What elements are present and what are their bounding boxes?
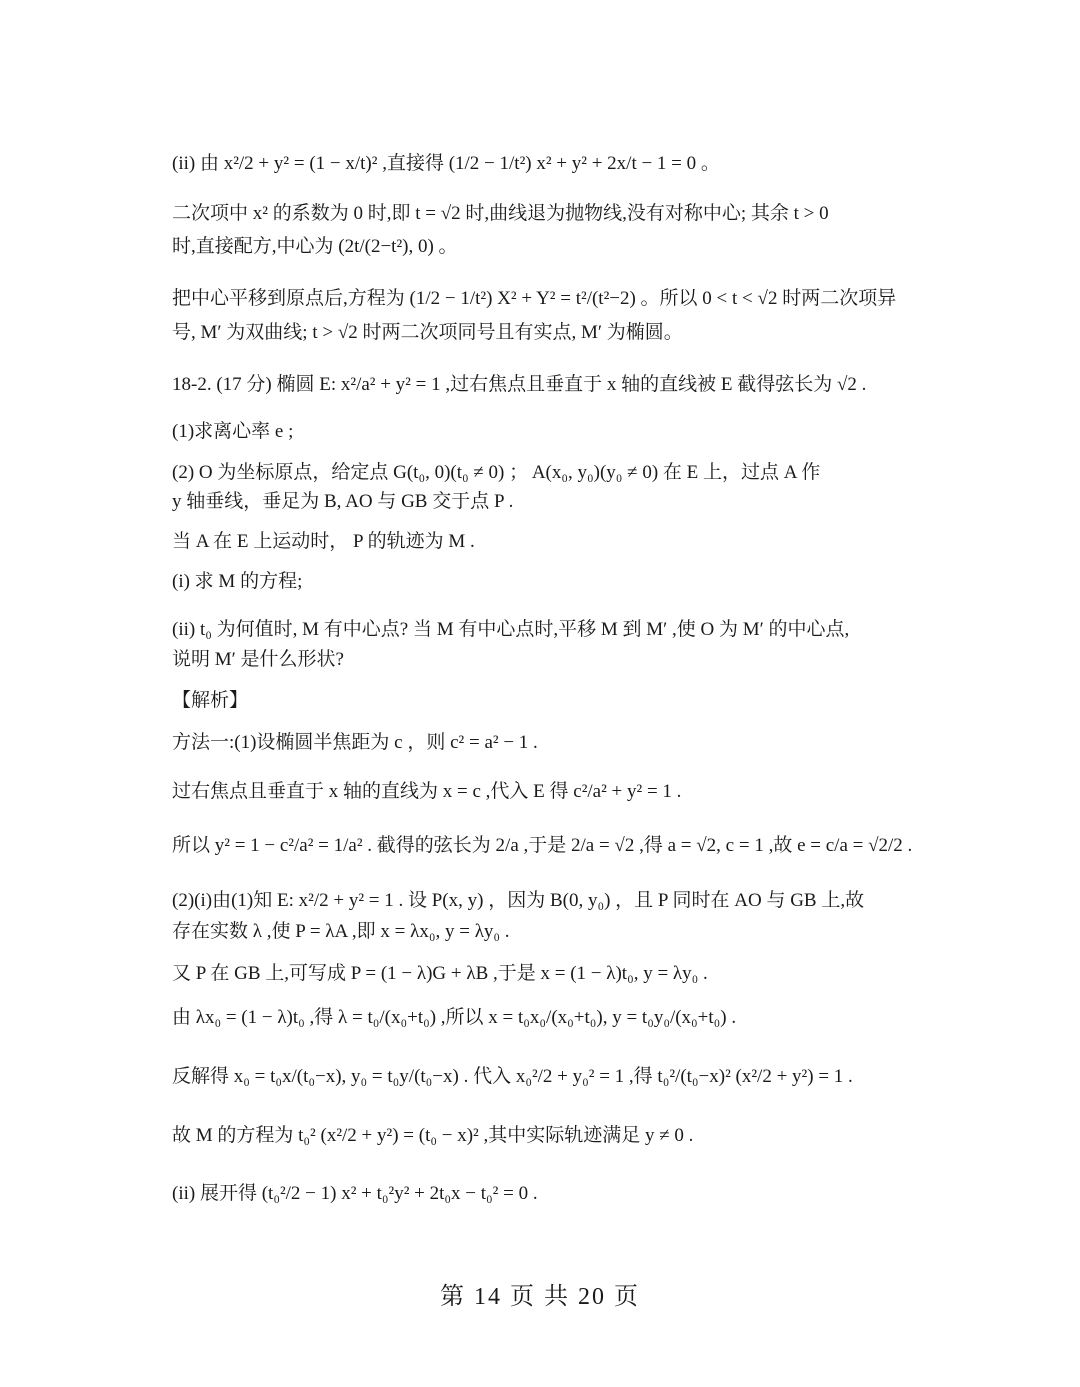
text-line: 方法一:(1)设椭圆半焦距为 c ，则 c² = a² − 1 . bbox=[172, 732, 538, 753]
text-line: 二次项中 x² 的系数为 0 时,即 t = √2 时,曲线退为抛物线,没有对称中心; 其余 t > 0 bbox=[172, 203, 829, 224]
text-line: 存在实数 λ ,使 P = λA ,即 x = λx₀, y = λy₀ . bbox=[172, 921, 510, 942]
text-line: y 轴垂线，垂足为 B, AO 与 GB 交于点 P . bbox=[172, 491, 514, 512]
text-line: (ii) t₀ 为何值时, M 有中心点? 当 M 有中心点时,平移 M 到 M′ ,使 O 为 M′ 的中心点, bbox=[172, 619, 850, 640]
text-line: 反解得 x₀ = t₀x/(t₀−x), y₀ = t₀y/(t₀−x) . 代入 x₀²/2 + y₀² = 1 ,得 t₀²/(t₀−x)² (x²/2 + y²) = 1 . bbox=[172, 1066, 853, 1087]
text-line: 所以 y² = 1 − c²/a² = 1/a² . 截得的弦长为 2/a ,于是 2/a = √2 ,得 a = √2, c = 1 ,故 e = c/a = √2/2 . bbox=[172, 835, 913, 856]
text-line: (ii) 展开得 (t₀²/2 − 1) x² + t₀²y² + 2t₀x − t₀² = 0 . bbox=[172, 1183, 538, 1204]
text-line: (2) O 为坐标原点，给定点 G(t₀, 0)(t₀ ≠ 0) ； A(x₀, y₀)(y₀ ≠ 0) 在 E 上，过点 A 作 bbox=[172, 462, 821, 483]
text-line: 又 P 在 GB 上,可写成 P = (1 − λ)G + λB ,于是 x = (1 − λ)t₀, y = λy₀ . bbox=[172, 963, 708, 984]
text-line: (ii) 由 x²/2 + y² = (1 − x/t)² ,直接得 (1/2 − 1/t²) x² + y² + 2x/t − 1 = 0 。 bbox=[172, 153, 720, 174]
text-line: (i) 求 M 的方程; bbox=[172, 571, 303, 592]
text-line: (2)(i)由(1)知 E: x²/2 + y² = 1 . 设 P(x, y) ，因为 B(0, y₀) ，且 P 同时在 AO 与 GB 上,故 bbox=[172, 890, 865, 911]
text-line: 号, M′ 为双曲线; t > √2 时两二次项同号且有实点, M′ 为椭圆。 bbox=[172, 322, 683, 343]
text-line: 故 M 的方程为 t₀² (x²/2 + y²) = (t₀ − x)² ,其中实际轨迹满足 y ≠ 0 . bbox=[172, 1125, 694, 1146]
text-line: 说明 M′ 是什么形状? bbox=[172, 649, 344, 670]
text-line: 过右焦点且垂直于 x 轴的直线为 x = c ,代入 E 得 c²/a² + y² = 1 . bbox=[172, 781, 682, 802]
text-line: 把中心平移到原点后,方程为 (1/2 − 1/t²) X² + Y² = t²/(t²−2) 。所以 0 < t < √2 时两二次项异 bbox=[172, 288, 897, 309]
section-heading: 【解析】 bbox=[172, 690, 249, 711]
text-line: 时,直接配方,中心为 (2t/(2−t²), 0) 。 bbox=[172, 236, 458, 257]
text-line: 18-2. (17 分) 椭圆 E: x²/a² + y² = 1 ,过右焦点且垂直于 x 轴的直线被 E 截得弦长为 √2 . bbox=[172, 374, 867, 395]
text-line: 由 λx₀ = (1 − λ)t₀ ,得 λ = t₀/(x₀+t₀) ,所以 x = t₀x₀/(x₀+t₀), y = t₀y₀/(x₀+t₀) . bbox=[172, 1007, 737, 1028]
text-line: 当 A 在 E 上运动时， P 的轨迹为 M . bbox=[172, 531, 475, 552]
text-line: (1)求离心率 e ; bbox=[172, 421, 294, 442]
page-footer: 第 14 页 共 20 页 bbox=[440, 1284, 640, 1310]
